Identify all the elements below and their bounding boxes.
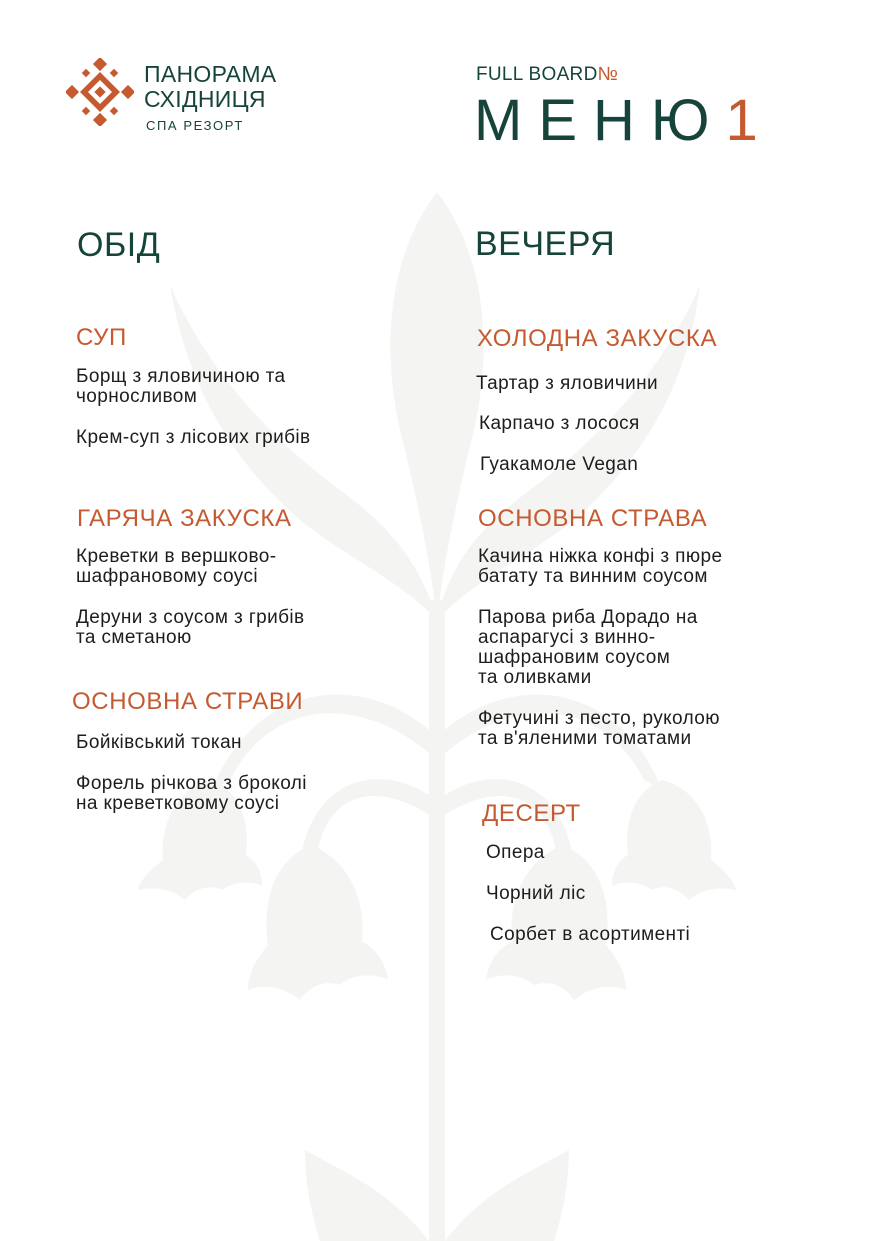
menu-number: 1 [725, 88, 758, 153]
menu-item-line: Чорний ліс [486, 883, 586, 904]
section-title: ОСНОВНА СТРАВА [478, 505, 708, 532]
menu-item-line: Опера [486, 842, 545, 863]
lunch-heading: ОБІД [77, 226, 161, 264]
menu-item [480, 455, 638, 475]
menu-item-line: Качина ніжка конфі з пюре [478, 546, 723, 567]
menu-title-text: МЕНЮ [474, 88, 726, 153]
section-title: ХОЛОДНА ЗАКУСКА [477, 325, 718, 352]
menu-item [76, 428, 311, 448]
menu-item-line: батату та винним соусом [478, 566, 708, 587]
menu-item-line: Сорбет в асортименті [490, 924, 691, 945]
board-type-label [476, 64, 618, 86]
menu-item [76, 733, 242, 753]
menu-item-line: Карпачо з лосося [479, 413, 640, 434]
section-title: ОСНОВНА СТРАВИ [72, 688, 304, 715]
menu-item [76, 547, 276, 587]
menu-item [478, 547, 722, 587]
menu-item-line: Крем-суп з лісових грибів [76, 427, 311, 448]
ornament-logo-icon [66, 58, 134, 126]
menu-item [486, 843, 545, 863]
menu-item [478, 709, 720, 749]
brand-subtitle: СПА РЕЗОРТ [146, 118, 244, 133]
brand-name-line2: СХІДНИЦЯ [144, 86, 266, 112]
menu-item-line: та оливками [478, 667, 592, 688]
brand-name-line1: ПАНОРАМА [144, 61, 277, 87]
section-title: ГАРЯЧА ЗАКУСКА [77, 505, 292, 532]
menu-item-line: аспарагусі з винно- [478, 627, 656, 648]
menu-item [490, 925, 690, 945]
menu-item [76, 774, 307, 814]
menu-item-line: та в'яленими томатами [478, 728, 692, 749]
section-title: СУП [76, 324, 127, 351]
menu-item-line: Парова риба Дорадо на [478, 607, 698, 628]
menu-item-line: шафрановим соусом [478, 647, 671, 668]
menu-item-line: шафрановому соусі [76, 566, 259, 587]
dinner-heading: ВЕЧЕРЯ [475, 225, 616, 263]
menu-item-line: Креветки в вершково- [76, 546, 277, 567]
menu-item-line: чорносливом [76, 386, 198, 407]
menu-item [76, 608, 305, 648]
menu-item [476, 374, 658, 394]
menu-title [474, 86, 758, 156]
menu-item-line: Деруни з соусом з грибів [76, 607, 305, 628]
menu-item-line: Гуакамоле Vegan [480, 454, 639, 475]
menu-item [479, 414, 640, 434]
board-type-text: FULL BOARD [476, 64, 598, 85]
menu-item-line: на креветковому соусі [76, 793, 280, 814]
menu-item [76, 367, 286, 407]
menu-item [478, 608, 698, 688]
menu-item-line: Бойківський токан [76, 732, 242, 753]
menu-item-line: Фетучині з песто, руколою [478, 708, 720, 729]
menu-item [486, 884, 586, 904]
menu-item-line: Форель річкова з броколі [76, 773, 307, 794]
menu-item-line: та сметаною [76, 627, 192, 648]
number-sign: № [597, 64, 619, 85]
menu-item-line: Борщ з яловичиною та [76, 366, 286, 387]
section-title: ДЕСЕРТ [482, 800, 581, 827]
menu-item-line: Тартар з яловичини [476, 373, 659, 394]
